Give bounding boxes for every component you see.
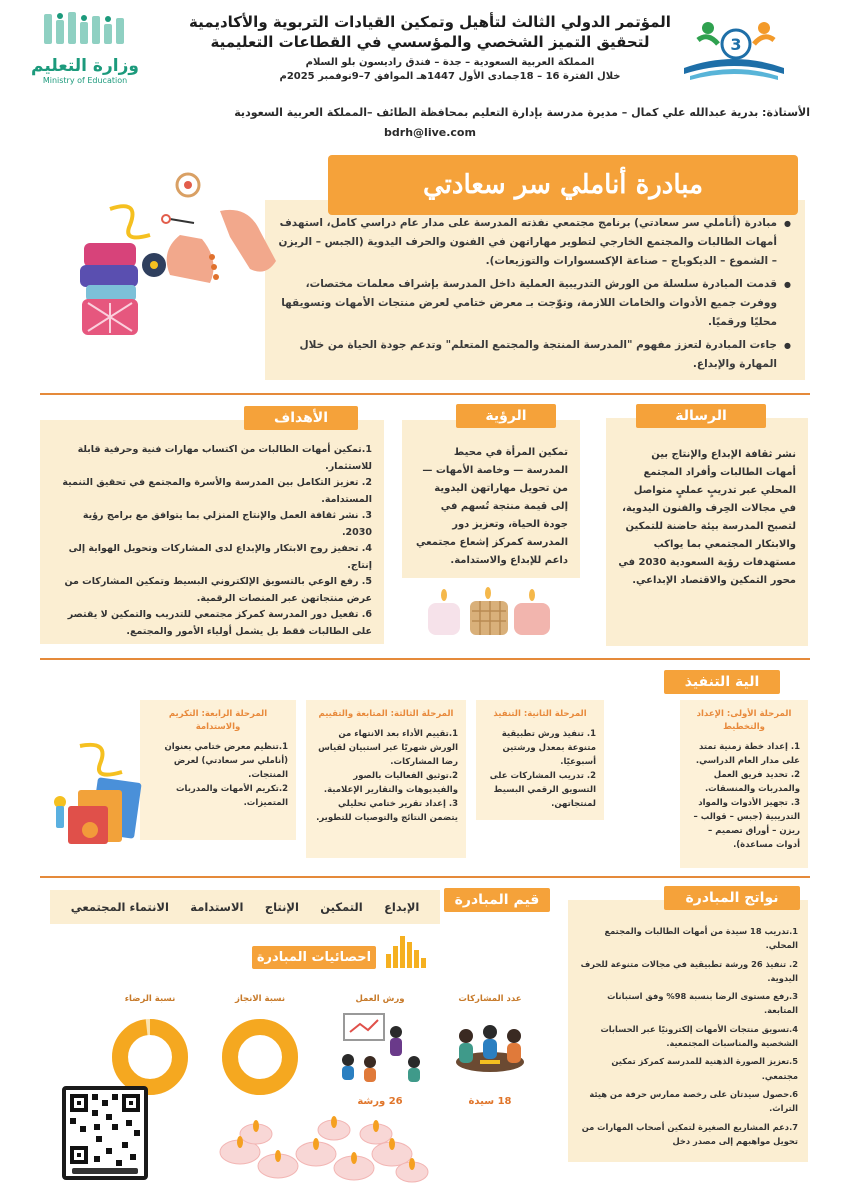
phase-card-2 xyxy=(476,700,604,820)
goals-tag: الأهداف xyxy=(244,406,358,430)
value-item: الانتماء المجتمعي xyxy=(70,900,169,914)
phase-item: 1.تنظيم معرض ختامي بعنوان (أناملي سر سعادتي) لعرض المنتجات. xyxy=(164,742,288,780)
phase-card-4 xyxy=(140,700,296,840)
initiative-title-banner xyxy=(328,155,798,215)
section-divider xyxy=(40,658,810,660)
goals-card xyxy=(40,420,384,644)
phase-item: 1.تقييم الأداء بعد الانتهاء من الورش شهريًا عبر استبيان لقياس رضا المشاركات. xyxy=(318,729,458,767)
phase-title: المرحلة الرابعة: التكريم والاستدامة xyxy=(168,709,268,732)
outcome-item: 3.رفع مستوى الرضا بنسبة 98% وفق استبانات المتابعة. xyxy=(607,991,798,1016)
vision-card xyxy=(402,420,580,578)
value-item: التمكين xyxy=(320,900,363,914)
stat-label: ورش العمل xyxy=(355,994,405,1004)
goal-item: 3. نشر ثقافة العمل والإنتاج المنزلي بما يتوافق مع برامج رؤية 2030. xyxy=(82,510,372,538)
vision-tag: الرؤية xyxy=(456,404,556,428)
outcome-item: 2. تنفيذ 26 ورشة تطبيقية في مجالات متنوعة للحرف اليدوية. xyxy=(580,958,798,983)
completion-ring-arc xyxy=(230,1027,290,1087)
intro-panel xyxy=(265,200,805,380)
phase-item: 2. تدريب المشاركات على التسويق الرقمي البسيط لمنتجاتهن. xyxy=(489,771,596,809)
participants-photo-icon xyxy=(440,1010,540,1084)
phase-title: المرحلة الثالثة: المتابعة والتقييم xyxy=(318,709,454,719)
candles-illustration-icon xyxy=(424,585,554,639)
phase-title: المرحلة الأولى: الإعداد والتخطيط xyxy=(696,709,792,732)
phase-item: 2. تحديد فريق العمل والمدربات والمنسقات. xyxy=(704,770,800,794)
ministry-name-arabic: وزارة التعليم xyxy=(31,56,139,76)
phase-item: 1. إعداد خطة زمنية تمتد على مدار العام الدراسي. xyxy=(695,742,800,766)
goal-item: 5. رفع الوعي بالتسويق الإلكتروني البسيط وتمكين المشاركات من عرض منتجاتهن عبر المنصات الرقمية. xyxy=(64,576,372,604)
phase-item: 2.تكريم الأمهات والمدربات المتميزات. xyxy=(175,784,288,808)
outcome-item: 6.حصول سيدتان على رخصة ممارس حرفة من هيئة التراث. xyxy=(589,1088,798,1114)
conference-title xyxy=(170,12,690,52)
implementation-tag: الية التنفيذ xyxy=(664,670,780,694)
ministry-emblem-icon xyxy=(40,10,130,48)
intro-paragraph: ● مبادرة (أناملي سر سعادتي) برنامج مجتمعي نفذته المدرسة على مدار عام دراسي كامل، استهدف أمهات الطالبات والمجتمع الخارجي لتطوير مهاراتهن في الفنون والحرف اليدوية (الجبس – الريزن – الشموع – الديكوباج – صناعة الإكسسوارات والتوزيعات). xyxy=(275,214,791,271)
phase-item: 2.توثيق الفعاليات بالصور والفيديوهات والتقارير الإعلامية. xyxy=(323,771,458,795)
stat-value: 18 سيدة xyxy=(468,1096,512,1107)
ministry-logo xyxy=(30,10,140,85)
initiative-title: مبادرة أناملي سر سعادتي xyxy=(422,170,704,200)
phase-title: المرحلة الثانية: التنفيذ xyxy=(493,709,587,719)
goal-item: 4. تحفيز روح الابتكار والإبداع لدى المشاركات وتحويل الهواية إلى إنتاج. xyxy=(68,543,372,571)
tealights-illustration-icon xyxy=(216,1110,432,1186)
qr-code-icon xyxy=(66,1090,144,1176)
workshop-photo-icon xyxy=(330,1010,430,1084)
section-divider xyxy=(40,393,810,395)
bar-graph-icon xyxy=(384,932,428,968)
completion-ring xyxy=(215,1012,305,1102)
conference-details xyxy=(210,56,690,84)
intro-paragraph: ● جاءت المبادرة لتعزز مفهوم "المدرسة المنتجة والمجتمع المتعلم" وتدعم جودة الحياة من خلال المهارة والإبداع. xyxy=(275,336,791,374)
outcome-item: 7.دعم المشاريع الصغيرة لتمكين أصحاب المهارات من تحويل مواهبهم إلى مصدر دخل xyxy=(581,1121,798,1146)
conference-logo-number: 3 xyxy=(730,35,742,54)
mission-card xyxy=(606,418,808,646)
conference-logo-icon xyxy=(676,10,792,90)
outcomes-tag: نواتج المبادرة xyxy=(664,886,800,910)
phase-item: 1. تنفيذ ورش تطبيقية متنوعة بمعدل ورشتين أسبوعيًا. xyxy=(501,729,596,767)
conference-location: المملكة العربية السعودية – جدة – فندق راديسون بلو السلام xyxy=(305,57,595,68)
stat-label: عدد المشاركات xyxy=(458,994,522,1004)
goal-item: 1.تمكين أمهات الطالبات من اكتساب مهارات فنية وحرفية قابلة للاستثمار. xyxy=(77,444,372,472)
satisfaction-ring-arc xyxy=(120,1027,180,1087)
conference-title-line1: المؤتمر الدولي الثالث لتأهيل وتمكين القيادات التربوية والأكاديمية xyxy=(189,13,671,31)
mission-text: نشر ثقافة الإبداع والإنتاج بين أمهات الطالبات وأفراد المجتمع المحلي عبر تدريبٍ عمليٍ متواصل في مجالات الحِرف والفنون اليدوية، لتصبح المدرسة بيئة حاضنة للتمكين والابتكار المجتمعي بما يواكب مستهدفات رؤية السعودية 2030 في محور التمكين والاقتصاد الإبداعي. xyxy=(618,449,796,586)
value-item: الإنتاج xyxy=(264,900,299,914)
stats-tag: احصائيات المبادرة xyxy=(252,946,376,969)
vision-text: تمكين المرأة في محيط المدرسة — وخاصة الأمهات — من تحويل مهاراتهن اليدوية إلى قيمة منتجة تُسهم في جودة الحياة، وتعزيز دور المدرسة كمركز إشعاع مجتمعي داعم للإبداع والاستدامة. xyxy=(416,447,568,566)
stat-label: نسبة الانجاز xyxy=(234,994,286,1004)
section-divider xyxy=(40,876,810,878)
qr-code[interactable] xyxy=(62,1086,148,1180)
outcome-item: 4.تسويق منتجات الأمهات إلكترونيًا عبر الحسابات الشخصية والمناسبات المجتمعية. xyxy=(600,1023,798,1049)
goal-item: 6. تفعيل دور المدرسة كمركز مجتمعي للتدريب والتمكين لا يقتصر على الطالبات فقط بل يشمل أولياء الأمور والمجتمع. xyxy=(67,609,372,637)
art-supplies-illustration-icon xyxy=(50,740,142,850)
intro-paragraph: ● قدمت المبادرة سلسلة من الورش التدريبية العملية داخل المدرسة بإشراف معلمات مختصات، ووفرت جميع الأدوات والخامات اللازمة، وتوّجت بـ معرض ختامي لعرض منتجات الأمهات وتسويقها محليًا ورقميًا. xyxy=(275,275,791,332)
outcomes-card xyxy=(568,900,808,1162)
mission-tag: الرسالة xyxy=(636,404,766,428)
stat-label: نسبة الرضاء xyxy=(124,994,176,1004)
author-line: الأستاذة: بدرية عبدالله علي كمال – مديرة مدرسة بإدارة التعليم بمحافظة الطائف –المملكة العربية السعودية xyxy=(234,106,810,119)
conference-title-line2: لتحقيق التميز الشخصي والمؤسسي في القطاعات التعليمية xyxy=(210,33,650,51)
value-item: الاستدامة xyxy=(190,900,244,914)
value-item: الإبداع xyxy=(384,900,420,914)
phase-item: 3. إعداد تقرير ختامي تحليلي يتضمن النتائج والتوصيات للتطوير. xyxy=(316,799,458,823)
crafts-illustration-icon xyxy=(70,165,280,345)
phase-card-3 xyxy=(306,700,466,858)
conference-dates: خلال الفترة 16 – 18جمادى الأول 1447هـ الموافق 7–9نوفمبر 2025م xyxy=(279,71,621,82)
phase-item: 3. تجهيز الأدوات والمواد التدريبية (جبس – قوالب – ريزن – أوراق تصميم – أدوات مساعدة). xyxy=(693,798,800,850)
values-tag: قيم المبادرة xyxy=(444,888,550,912)
intro-list xyxy=(275,214,791,374)
ministry-name-english: Ministry of Education xyxy=(42,76,128,85)
goal-item: 2. تعزيز التكامل بين المدرسة والأسرة والمجتمع في تحقيق التنمية المستدامة. xyxy=(62,477,372,505)
author-email[interactable]: bdrh@live.com xyxy=(384,126,476,139)
phase-card-1 xyxy=(680,700,808,868)
outcome-item: 5.تعزيز الصورة الذهنية للمدرسة كمركز تمكين مجتمعي. xyxy=(611,1056,798,1081)
stat-value: 26 ورشة xyxy=(357,1096,403,1107)
values-bar xyxy=(50,890,440,924)
outcome-item: 1.تدريب 18 سيدة من أمهات الطالبات والمجتمع المحلي. xyxy=(604,926,798,951)
